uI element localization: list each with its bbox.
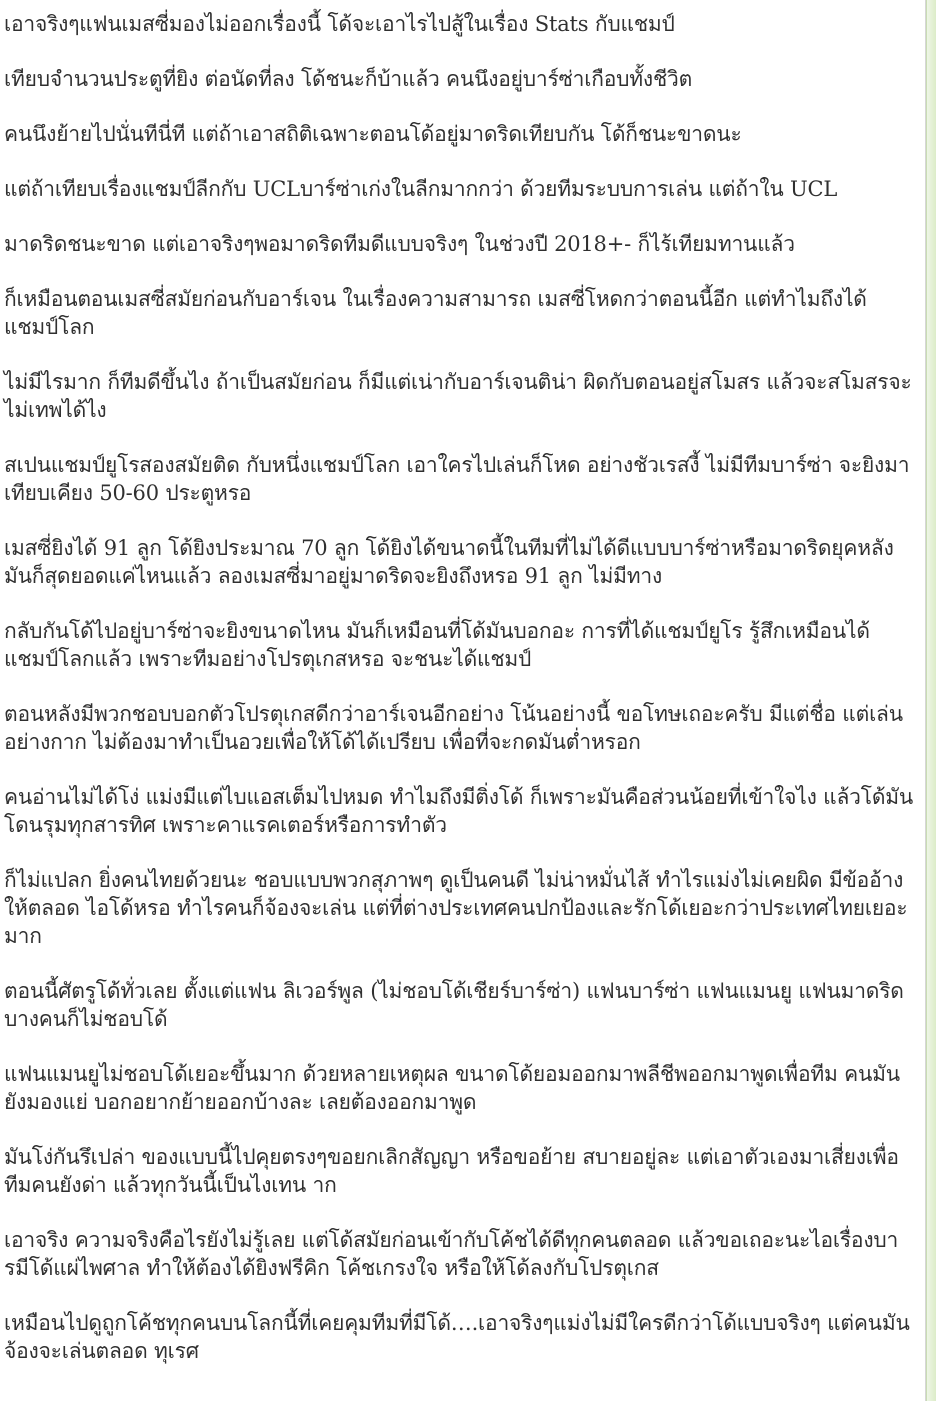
paragraph-8: สเปนแชมป์ยูโรสองสมัยติด กับหนึ่งแชมป์โลก เอาใครไปเล่นก็โหด อย่างชัวเรสงี้ ไม่มีทีมบาร์ซ่า จะยิงมาเทียบเคียง 50-60 ประตูหรอ	[4, 453, 910, 505]
paragraph-9: เมสซี่ยิงได้ 91 ลูก โด้ยิงประมาณ 70 ลูก โด้ยิงได้ขนาดนี้ในทีมที่ไม่ได้ดีแบบบาร์ซ่าหรือมาดริดยุคหลัง มันก็สุดยอดแค่ไหนแล้ว ลองเมสซี่มาอยู่มาดริดจะยิงถึงหรอ 91 ลูก ไม่มีทาง	[4, 536, 894, 588]
paragraph-3: คนนึงย้ายไปนั่นทีนี่ที แต่ถ้าเอาสถิติเฉพาะตอนโด้อยู่มาดริดเทียบกัน โด้ก็ชนะขาดนะ	[4, 122, 742, 146]
paragraph-5: มาดริดชนะขาด แต่เอาจริงๆพอมาดริดทีมดีแบบจริงๆ ในช่วงปี 2018+- ก็ไร้เทียมทานแล้ว	[4, 232, 795, 256]
paragraph-13: ก็ไม่แปลก ยิ่งคนไทยด้วยนะ ชอบแบบพวกสุภาพๆ ดูเป็นคนดี ไม่น่าหมั่นไส้ ทำไรแม่งไม่เคยผิด มีข้ออ้างให้ตลอด ไอโด้หรอ ทำไรคนก็จ้องจะเล่น แต่ที่ต่างประเทศคนปกป้องและรักโด้เยอะกว่าประเทศไทยเยอะมาก	[4, 868, 908, 948]
paragraph-16: มันโง่กันรึเปล่า ของแบบนี้ไปคุยตรงๆขอยกเลิกสัญญา หรือขอย้าย สบายอยู่ละ แต่เอาตัวเองมาเสี่ยงเพื่อทีมคนยังด่า แล้วทุกวันนี้เป็นไงเทน าก	[4, 1145, 899, 1197]
paragraph-15: แฟนแมนยูไม่ชอบโด้เยอะขึ้นมาก ด้วยหลายเหตุผล ขนาดโด้ยอมออกมาพลีชีพออกมาพูดเพื่อทีม คนมันยังมองแย่ บอกอยากย้ายออกบ้างละ เลยต้องออกมาพูด	[4, 1062, 900, 1114]
paragraph-10: กลับกันโด้ไปอยู่บาร์ซ่าจะยิงขนาดไหน มันก็เหมือนที่โด้มันบอกอะ การที่ได้แชมป์ยูโร รู้สึกเหมือนได้แชมป์โลกแล้ว เพราะทีมอย่างโปรตุเกสหรอ จะชนะได้แชมป์	[4, 619, 870, 671]
paragraph-12: คนอ่านไม่ได้โง่ แม่งมีแต่ไบแอสเต็มไปหมด ทำไมถึงมีติ่งโด้ ก็เพราะมันคือส่วนน้อยที่เข้าใจไง แล้วโด้มันโดนรุมทุกสารทิศ เพราะคาแรคเตอร์หรือการทำตัว	[4, 785, 914, 837]
paragraph-1: เอาจริงๆแฟนเมสซี่มองไม่ออกเรื่องนี้ โด้จะเอาไรไปสู้ในเรื่อง Stats กับแชมป์	[4, 12, 675, 36]
paragraph-7: ไม่มีไรมาก ก็ทีมดีขึ้นไง ถ้าเป็นสมัยก่อน ก็มีแต่เน่ากับอาร์เจนติน่า ผิดกับตอนอยู่สโมสร แล้วจะสโมสรจะไม่เทพได้ไง	[4, 370, 912, 422]
paragraph-18: เหมือนไปดูถูกโค้ชทุกคนบนโลกนี้ที่เคยคุมทีมที่มีโด้….เอาจริงๆแม่งไม่มีใครดีกว่าโด้แบบจริงๆ แต่คนมันจ้องจะเล่นตลอด ทุเรศ	[4, 1311, 910, 1363]
paragraph-17: เอาจริง ความจริงคือไรยังไม่รู้เลย แต่โด้สมัยก่อนเข้ากับโค้ชได้ดีทุกคนตลอด แล้วขอเถอะนะไอเรื่องบารมีโด้แผ่ไพศาล ทำให้ต้องได้ยิงฟรีคิก โค้ชเกรงใจ หรือให้โด้ลงกับโปรตุเกส	[4, 1228, 899, 1280]
paragraph-4: แต่ถ้าเทียบเรื่องแชมป์ลีกกับ UCLบาร์ซ่าเก่งในลีกมากกว่า ด้วยทีมระบบการเล่น แต่ถ้าใน UCL	[4, 177, 838, 201]
paragraph-2: เทียบจำนวนประตูที่ยิง ต่อนัดที่ลง โด้ชนะก็บ้าแล้ว คนนึงอยู่บาร์ซ่าเกือบทั้งชีวิต	[4, 67, 693, 91]
paragraph-11: ตอนหลังมีพวกชอบบอกตัวโปรตุเกสดีกว่าอาร์เจนอีกอย่าง โน้นอย่างนี้ ขอโทษเถอะครับ มีแต่ชื่อ แต่เล่นอย่างกาก ไม่ต้องมาทำเป็นอวยเพื่อให้โด้ได้เปรียบ เพื่อที่จะกดมันต่ำหรอก	[4, 702, 903, 754]
scrollbar[interactable]	[926, 0, 936, 1401]
paragraph-14: ตอนนี้ศัตรูโด้ทั่วเลย ตั้งแต่แฟน ลิเวอร์พูล (ไม่ชอบโด้เชียร์บาร์ซ่า) แฟนบาร์ซ่า แฟนแมนยู แฟนมาดริดบางคนก็ไม่ชอบโด้	[4, 979, 904, 1031]
paragraph-6: ก็เหมือนตอนเมสซี่สมัยก่อนกับอาร์เจน ในเรื่องความสามารถ เมสซี่โหดกว่าตอนนี้อีก แต่ทำไมถึงได้แชมป์โลก	[4, 287, 867, 339]
